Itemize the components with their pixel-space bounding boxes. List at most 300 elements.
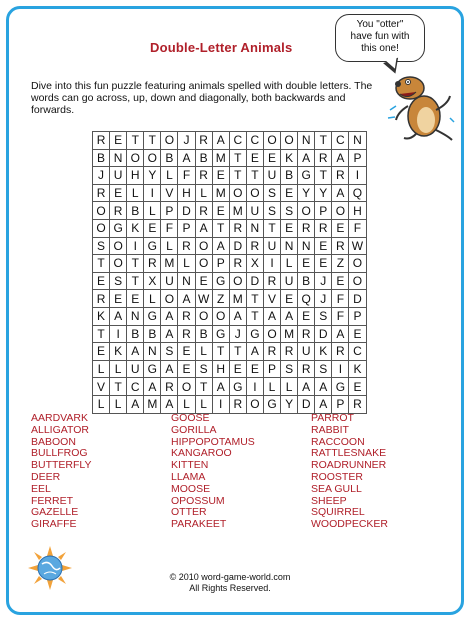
grid-cell: R: [315, 219, 332, 237]
grid-cell: N: [110, 149, 127, 167]
word-item: BABOON: [31, 435, 76, 448]
grid-cell: O: [161, 290, 178, 308]
grid-cell: R: [229, 219, 246, 237]
grid-cell: J: [229, 325, 246, 343]
grid-cell: P: [349, 149, 366, 167]
grid-cell: M: [144, 395, 161, 413]
grid-cell: M: [229, 290, 246, 308]
grid-cell: A: [229, 307, 246, 325]
grid-cell: S: [161, 343, 178, 361]
copyright-line: © 2010 word-game-world.com: [169, 572, 291, 582]
grid-cell: P: [212, 255, 229, 273]
speech-bubble: [335, 14, 425, 62]
word-item: RACCOON: [311, 435, 365, 448]
grid-cell: T: [212, 343, 229, 361]
grid-cell: O: [246, 395, 263, 413]
bubble-line-2: have fun with: [350, 31, 410, 42]
grid-cell: E: [246, 360, 263, 378]
grid-cell: V: [93, 378, 110, 396]
grid-cell: B: [298, 272, 315, 290]
grid-row: [93, 237, 367, 255]
grid-cell: G: [144, 307, 161, 325]
grid-cell: R: [263, 272, 280, 290]
grid-cell: M: [212, 149, 229, 167]
grid-cell: T: [246, 307, 263, 325]
grid-row: [93, 184, 367, 202]
grid-cell: R: [246, 237, 263, 255]
grid-cell: J: [315, 290, 332, 308]
grid-cell: E: [212, 167, 229, 185]
grid-cell: R: [298, 360, 315, 378]
grid-cell: T: [229, 167, 246, 185]
grid-cell: Q: [349, 184, 366, 202]
grid-row: [93, 202, 367, 220]
grid-cell: E: [178, 360, 195, 378]
grid-cell: L: [178, 255, 195, 273]
word-item: EEL: [31, 482, 51, 495]
grid-cell: E: [229, 360, 246, 378]
grid-cell: E: [110, 132, 127, 150]
grid-cell: D: [178, 202, 195, 220]
word-item: BULLFROG: [31, 447, 88, 460]
grid-cell: R: [298, 325, 315, 343]
grid-cell: U: [110, 167, 127, 185]
word-item: AARDVARK: [31, 412, 88, 424]
grid-cell: E: [127, 290, 144, 308]
word-item: FERRET: [31, 494, 73, 507]
grid-cell: L: [93, 360, 110, 378]
grid-cell: O: [127, 149, 144, 167]
grid-cell: A: [298, 378, 315, 396]
grid-cell: I: [246, 378, 263, 396]
grid-cell: S: [263, 184, 280, 202]
grid-cell: T: [212, 219, 229, 237]
word-item: SQUIRREL: [311, 506, 365, 519]
word-item: RABBIT: [311, 423, 349, 436]
grid-row: [93, 290, 367, 308]
grid-cell: G: [298, 167, 315, 185]
grid-cell: Z: [212, 290, 229, 308]
word-item: LLAMA: [171, 470, 206, 483]
grid-cell: E: [349, 325, 366, 343]
grid-cell: L: [281, 255, 298, 273]
grid-cell: L: [178, 395, 195, 413]
grid-cell: H: [212, 360, 229, 378]
grid-cell: O: [349, 255, 366, 273]
grid-row: [93, 378, 367, 396]
grid-cell: U: [246, 202, 263, 220]
word-item: BUTTERFLY: [31, 459, 92, 472]
word-list-column-3: [311, 413, 388, 531]
grid-cell: A: [110, 307, 127, 325]
grid-cell: N: [246, 219, 263, 237]
word-list-column-1: [31, 413, 91, 531]
grid-cell: R: [298, 219, 315, 237]
grid-cell: F: [332, 290, 349, 308]
grid-cell: L: [195, 395, 212, 413]
grid-cell: L: [195, 343, 212, 361]
grid-cell: L: [144, 290, 161, 308]
grid-cell: N: [178, 272, 195, 290]
page-title: Double-Letter Animals: [150, 40, 293, 55]
grid-cell: O: [263, 132, 280, 150]
grid-cell: L: [161, 237, 178, 255]
grid-cell: Y: [315, 184, 332, 202]
grid-cell: Q: [298, 290, 315, 308]
word-item: KITTEN: [171, 459, 209, 472]
grid-cell: R: [332, 343, 349, 361]
grid-cell: A: [281, 307, 298, 325]
grid-cell: K: [110, 343, 127, 361]
grid-row: [93, 272, 367, 290]
grid-cell: H: [349, 202, 366, 220]
grid-cell: L: [110, 395, 127, 413]
grid-cell: B: [144, 325, 161, 343]
grid-cell: S: [281, 202, 298, 220]
grid-cell: E: [110, 290, 127, 308]
grid-cell: O: [178, 378, 195, 396]
grid-cell: G: [332, 378, 349, 396]
grid-cell: A: [315, 395, 332, 413]
grid-cell: N: [349, 132, 366, 150]
grid-cell: R: [161, 378, 178, 396]
grid-cell: U: [281, 272, 298, 290]
grid-cell: D: [229, 237, 246, 255]
grid-cell: T: [229, 149, 246, 167]
grid-cell: I: [110, 325, 127, 343]
grid-cell: U: [127, 360, 144, 378]
word-item: ROADRUNNER: [311, 459, 387, 472]
grid-cell: P: [349, 307, 366, 325]
grid-cell: E: [281, 184, 298, 202]
grid-cell: R: [178, 325, 195, 343]
grid-cell: R: [93, 132, 110, 150]
grid-cell: A: [127, 343, 144, 361]
grid-cell: A: [161, 395, 178, 413]
grid-cell: R: [332, 237, 349, 255]
grid-cell: T: [127, 272, 144, 290]
grid-cell: E: [263, 149, 280, 167]
grid-cell: A: [127, 395, 144, 413]
grid-cell: T: [246, 290, 263, 308]
grid-cell: A: [195, 219, 212, 237]
word-game-world-logo: [28, 546, 72, 590]
grid-cell: E: [93, 272, 110, 290]
grid-cell: A: [246, 343, 263, 361]
grid-cell: E: [178, 343, 195, 361]
word-item: WOODPECKER: [311, 518, 389, 531]
grid-cell: X: [144, 272, 161, 290]
word-item: RATTLESNAKE: [311, 447, 387, 460]
word-item: PARROT: [311, 412, 354, 424]
grid-cell: A: [263, 307, 280, 325]
grid-cell: L: [127, 184, 144, 202]
grid-cell: R: [349, 395, 366, 413]
grid-cell: C: [246, 132, 263, 150]
grid-cell: A: [332, 149, 349, 167]
grid-cell: I: [212, 395, 229, 413]
grid-cell: R: [93, 290, 110, 308]
grid-cell: N: [298, 237, 315, 255]
grid-cell: O: [195, 307, 212, 325]
grid-cell: R: [229, 395, 246, 413]
grid-cell: R: [195, 202, 212, 220]
grid-cell: R: [93, 184, 110, 202]
bubble-line-1: You "otter": [356, 19, 404, 30]
grid-cell: O: [332, 202, 349, 220]
grid-cell: N: [298, 132, 315, 150]
grid-cell: O: [229, 184, 246, 202]
bubble-line-3: this one!: [361, 43, 399, 54]
grid-cell: G: [144, 237, 161, 255]
grid-cell: S: [315, 307, 332, 325]
grid-cell: R: [178, 307, 195, 325]
word-item: GAZELLE: [31, 506, 79, 519]
word-item: GIRAFFE: [31, 518, 77, 531]
grid-cell: P: [178, 219, 195, 237]
word-item: PARAKEET: [171, 518, 227, 531]
grid-cell: G: [144, 360, 161, 378]
grid-row: [93, 219, 367, 237]
grid-cell: T: [93, 255, 110, 273]
grid-cell: R: [195, 132, 212, 150]
grid-cell: O: [246, 184, 263, 202]
grid-cell: J: [93, 167, 110, 185]
grid-cell: S: [93, 237, 110, 255]
grid-cell: U: [263, 237, 280, 255]
grid-cell: O: [195, 237, 212, 255]
grid-cell: R: [263, 343, 280, 361]
grid-cell: O: [93, 202, 110, 220]
grid-cell: I: [127, 237, 144, 255]
grid-cell: H: [127, 167, 144, 185]
grid-cell: D: [246, 272, 263, 290]
grid-cell: M: [281, 325, 298, 343]
grid-cell: K: [349, 360, 366, 378]
grid-cell: R: [178, 237, 195, 255]
grid-cell: R: [332, 167, 349, 185]
grid-cell: C: [349, 343, 366, 361]
grid-row: [93, 132, 367, 150]
grid-cell: B: [127, 202, 144, 220]
grid-cell: X: [246, 255, 263, 273]
grid-cell: A: [332, 184, 349, 202]
grid-cell: T: [110, 378, 127, 396]
word-item: SEA GULL: [311, 482, 362, 495]
grid-cell: U: [161, 272, 178, 290]
grid-cell: I: [144, 184, 161, 202]
grid-cell: P: [263, 360, 280, 378]
grid-cell: A: [144, 378, 161, 396]
grid-cell: Y: [298, 184, 315, 202]
grid-cell: O: [349, 272, 366, 290]
rights-line: All Rights Reserved.: [189, 583, 271, 593]
grid-cell: T: [93, 325, 110, 343]
grid-cell: T: [127, 255, 144, 273]
grid-cell: E: [298, 307, 315, 325]
grid-cell: N: [127, 307, 144, 325]
grid-cell: E: [332, 219, 349, 237]
copyright-footer: [145, 572, 315, 594]
grid-cell: L: [93, 395, 110, 413]
word-item: GOOSE: [171, 412, 210, 424]
grid-cell: E: [195, 272, 212, 290]
grid-cell: S: [281, 360, 298, 378]
grid-cell: A: [161, 325, 178, 343]
grid-cell: K: [281, 149, 298, 167]
grid-cell: C: [332, 132, 349, 150]
grid-cell: A: [212, 132, 229, 150]
grid-cell: T: [315, 167, 332, 185]
grid-cell: I: [332, 360, 349, 378]
grid-cell: O: [229, 272, 246, 290]
grid-row: [93, 395, 367, 413]
word-item: OTTER: [171, 506, 207, 519]
grid-cell: Y: [144, 167, 161, 185]
word-item: ROOSTER: [311, 470, 363, 483]
grid-cell: E: [144, 219, 161, 237]
word-item: SHEEP: [311, 494, 347, 507]
grid-cell: U: [263, 167, 280, 185]
grid-cell: L: [161, 167, 178, 185]
grid-cell: P: [315, 202, 332, 220]
grid-cell: O: [298, 202, 315, 220]
grid-cell: T: [229, 343, 246, 361]
grid-cell: D: [298, 395, 315, 413]
grid-cell: E: [212, 202, 229, 220]
grid-cell: L: [144, 202, 161, 220]
grid-cell: R: [315, 149, 332, 167]
grid-cell: A: [332, 325, 349, 343]
grid-cell: T: [144, 132, 161, 150]
grid-cell: R: [195, 167, 212, 185]
grid-cell: O: [144, 149, 161, 167]
grid-cell: O: [212, 307, 229, 325]
grid-cell: T: [315, 132, 332, 150]
grid-cell: N: [281, 237, 298, 255]
word-item: ALLIGATOR: [31, 423, 89, 436]
grid-cell: E: [93, 343, 110, 361]
grid-cell: S: [315, 360, 332, 378]
grid-cell: T: [246, 167, 263, 185]
grid-cell: W: [349, 237, 366, 255]
grid-cell: H: [178, 184, 195, 202]
grid-cell: L: [110, 360, 127, 378]
grid-cell: M: [212, 184, 229, 202]
grid-cell: A: [178, 149, 195, 167]
grid-cell: T: [263, 219, 280, 237]
grid-cell: V: [161, 184, 178, 202]
grid-cell: I: [349, 167, 366, 185]
grid-cell: N: [144, 343, 161, 361]
grid-cell: E: [315, 237, 332, 255]
grid-row: [93, 167, 367, 185]
grid-row: [93, 255, 367, 273]
grid-cell: A: [212, 237, 229, 255]
instructions-text: Dive into this fun puzzle featuring animals spelled with double letters. The words can go across, up, down and diagonally, both backwards and forwards.: [31, 80, 373, 116]
grid-row: [93, 325, 367, 343]
grid-cell: B: [281, 167, 298, 185]
grid-cell: G: [229, 378, 246, 396]
grid-cell: F: [178, 167, 195, 185]
grid-cell: G: [263, 395, 280, 413]
grid-cell: B: [195, 149, 212, 167]
grid-cell: P: [332, 395, 349, 413]
grid-cell: O: [281, 132, 298, 150]
grid-cell: B: [93, 149, 110, 167]
grid-cell: Z: [332, 255, 349, 273]
grid-cell: O: [110, 255, 127, 273]
grid-cell: J: [178, 132, 195, 150]
grid-cell: O: [161, 132, 178, 150]
grid-cell: E: [281, 219, 298, 237]
grid-cell: S: [110, 272, 127, 290]
grid-cell: O: [110, 237, 127, 255]
grid-cell: L: [195, 184, 212, 202]
grid-cell: K: [93, 307, 110, 325]
grid-cell: B: [195, 325, 212, 343]
grid-cell: K: [315, 343, 332, 361]
grid-cell: K: [127, 219, 144, 237]
otter-cartoon-icon: [386, 70, 456, 142]
grid-cell: R: [229, 255, 246, 273]
grid-cell: E: [281, 290, 298, 308]
grid-cell: Y: [281, 395, 298, 413]
grid-cell: G: [212, 325, 229, 343]
grid-cell: G: [212, 272, 229, 290]
grid-cell: E: [349, 378, 366, 396]
grid-cell: C: [229, 132, 246, 150]
grid-row: [93, 343, 367, 361]
grid-cell: A: [161, 307, 178, 325]
grid-cell: E: [315, 255, 332, 273]
grid-cell: A: [161, 360, 178, 378]
grid-cell: E: [246, 149, 263, 167]
grid-cell: S: [263, 202, 280, 220]
grid-cell: P: [161, 202, 178, 220]
grid-cell: V: [263, 290, 280, 308]
grid-cell: M: [229, 202, 246, 220]
grid-cell: E: [110, 184, 127, 202]
grid-row: [93, 360, 367, 378]
grid-cell: W: [195, 290, 212, 308]
grid-cell: B: [127, 325, 144, 343]
grid-cell: M: [161, 255, 178, 273]
word-item: MOOSE: [171, 482, 211, 495]
word-item: HIPPOPOTAMUS: [171, 435, 255, 448]
grid-cell: T: [195, 378, 212, 396]
grid-cell: A: [298, 149, 315, 167]
grid-cell: T: [127, 132, 144, 150]
grid-cell: F: [332, 307, 349, 325]
grid-cell: E: [332, 272, 349, 290]
grid-cell: F: [349, 219, 366, 237]
word-search-grid: [92, 131, 367, 414]
grid-cell: R: [144, 255, 161, 273]
grid-cell: G: [110, 219, 127, 237]
grid-cell: F: [161, 219, 178, 237]
grid-cell: O: [195, 255, 212, 273]
grid-cell: B: [161, 149, 178, 167]
grid-row: [93, 149, 367, 167]
grid-cell: J: [315, 272, 332, 290]
grid-cell: I: [263, 255, 280, 273]
grid-cell: D: [349, 290, 366, 308]
grid-cell: A: [315, 378, 332, 396]
grid-cell: R: [281, 343, 298, 361]
grid-cell: D: [315, 325, 332, 343]
grid-cell: G: [246, 325, 263, 343]
